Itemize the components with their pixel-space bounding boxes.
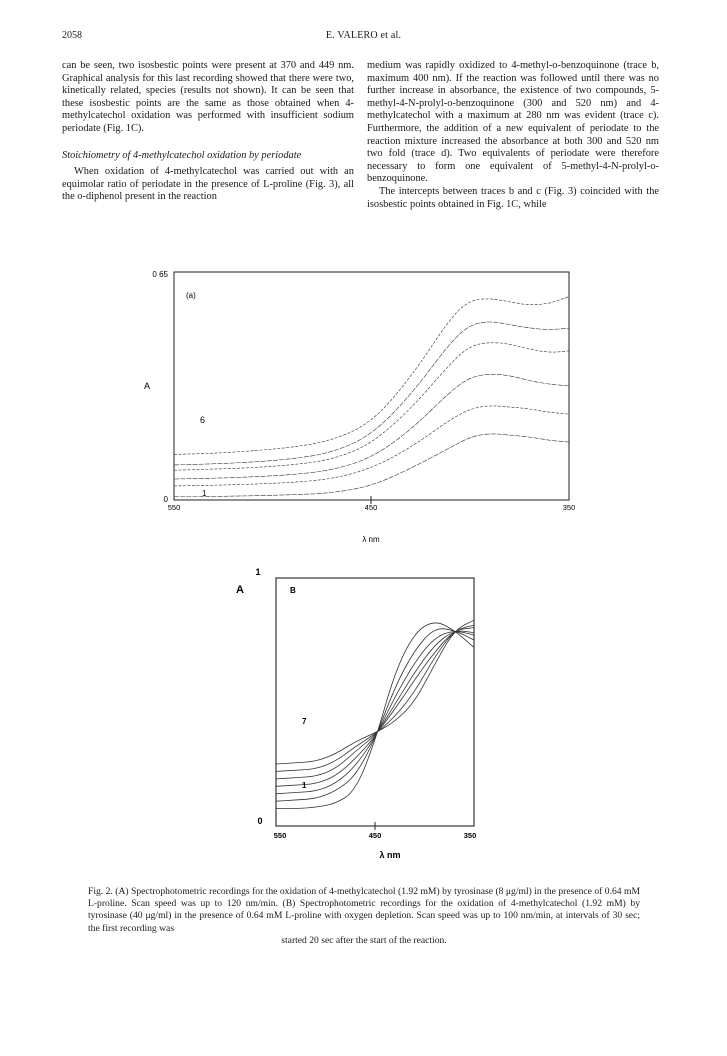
section-subheading: Stoichiometry of 4-methylcatechol oxidation by periodate <box>62 149 302 161</box>
trace-label-top: 7 <box>302 717 307 726</box>
figure-bottom-spectra <box>220 566 520 876</box>
spectrum-trace-5 <box>174 322 569 465</box>
caption-body: Fig. 2. (A) Spectrophotometric recordings for the oxidation of 4-methylcatechol (1.92 mM) by tyrosinase (8 μg/ml) in the presence of 0.64 mM L-proline. Scan speed was up to 120 nm/min. (B) Spectrophotometric recordings for the oxidation of 4-methylcatechol (1.92 mM) by tyrosinase (40 μg/ml) in the presence of 0.64 mM L-proline with oxygen depletion. Scan speed was up to 100 nm/min, at intervals of 30 sec; the first recording was <box>88 886 640 934</box>
running-title: E. VALERO et al. <box>325 30 402 41</box>
y-min-label: 0 <box>163 495 168 504</box>
x-axis-label: λ nm <box>362 535 380 544</box>
spectrum-trace-2 <box>276 629 474 802</box>
y-axis-label: A <box>144 381 151 391</box>
panel-label-a: A <box>236 584 244 596</box>
left-column <box>62 60 354 204</box>
spectrum-trace-4 <box>174 343 569 470</box>
panel-label-b: B <box>290 586 296 595</box>
plot-frame <box>174 272 569 500</box>
trace-label-bottom: 1 <box>202 489 207 498</box>
y-max-label: 1 <box>255 567 261 577</box>
y-max-label: 0 65 <box>152 270 168 279</box>
trace-label-bottom: 1 <box>302 781 307 790</box>
x-tick-label: 350 <box>463 831 477 840</box>
left-paragraph-2: When oxidation of 4-methylcatechol was carried out with an equimolar ratio of periodate in the presence of L-proline (Fig. 3), all the o-diphenol present in the reaction <box>62 166 354 203</box>
x-tick-label: 550 <box>273 831 287 840</box>
figure-top-spectra <box>130 268 590 558</box>
x-tick-label: 550 <box>167 503 181 512</box>
trace-group <box>174 297 569 497</box>
spectrum-trace-6 <box>174 297 569 455</box>
page-number: 2058 <box>62 30 82 41</box>
right-paragraph-1: medium was rapidly oxidized to 4-methyl-o-benzoquinone (trace b, maximum 400 nm). If the reaction was followed until there was no further increase in absorbance, the existence of two compounds, 5-methyl-4-N-prolyl-o-benzoquinone (300 and 520 nm) and 4-methylcatechol with a maximum at 280 nm was evident (trace c). Furthermore, the addition of a new equivalent of periodate to the reaction mixture increased the absorbance at both 300 and 520 nm two fold (trace d). Two equivalents of periodate were therefore necessary to form one equivalent of 5-methyl-4-N-prolyl-o-benzoquinone. <box>367 60 659 185</box>
x-tick-label: 350 <box>562 503 576 512</box>
spectrum-trace-2 <box>174 406 569 486</box>
right-paragraph-2: The intercepts between traces b and c (Fig. 3) coincided with the isosbestic points obtained in Fig. 1C, while <box>367 185 659 210</box>
trace-label-top: 6 <box>200 415 206 425</box>
figure-caption <box>88 886 640 947</box>
spectrum-trace-1 <box>174 434 569 497</box>
left-paragraph-1: can be seen, two isosbestic points were present at 370 and 449 nm. Graphical analysis for this last recording showed that there were two, kinetically related, species (results not shown). It can be seen that these isosbestic points are the same as those obtained when 4-methylcatechol oxidation was performed with insufficient sodium periodate (Fig. 1C). <box>62 60 354 134</box>
caption-last-line: started 20 sec after the start of the reaction. <box>281 934 447 946</box>
x-tick-label: 450 <box>364 503 378 512</box>
panel-label: (a) <box>186 291 196 300</box>
right-column <box>367 60 659 211</box>
spectrum-trace-4 <box>276 631 474 786</box>
x-tick-label: 450 <box>368 831 382 840</box>
y-min-label: 0 <box>257 816 263 826</box>
spectrum-trace-5 <box>276 628 474 779</box>
x-axis-label: λ nm <box>379 850 401 860</box>
